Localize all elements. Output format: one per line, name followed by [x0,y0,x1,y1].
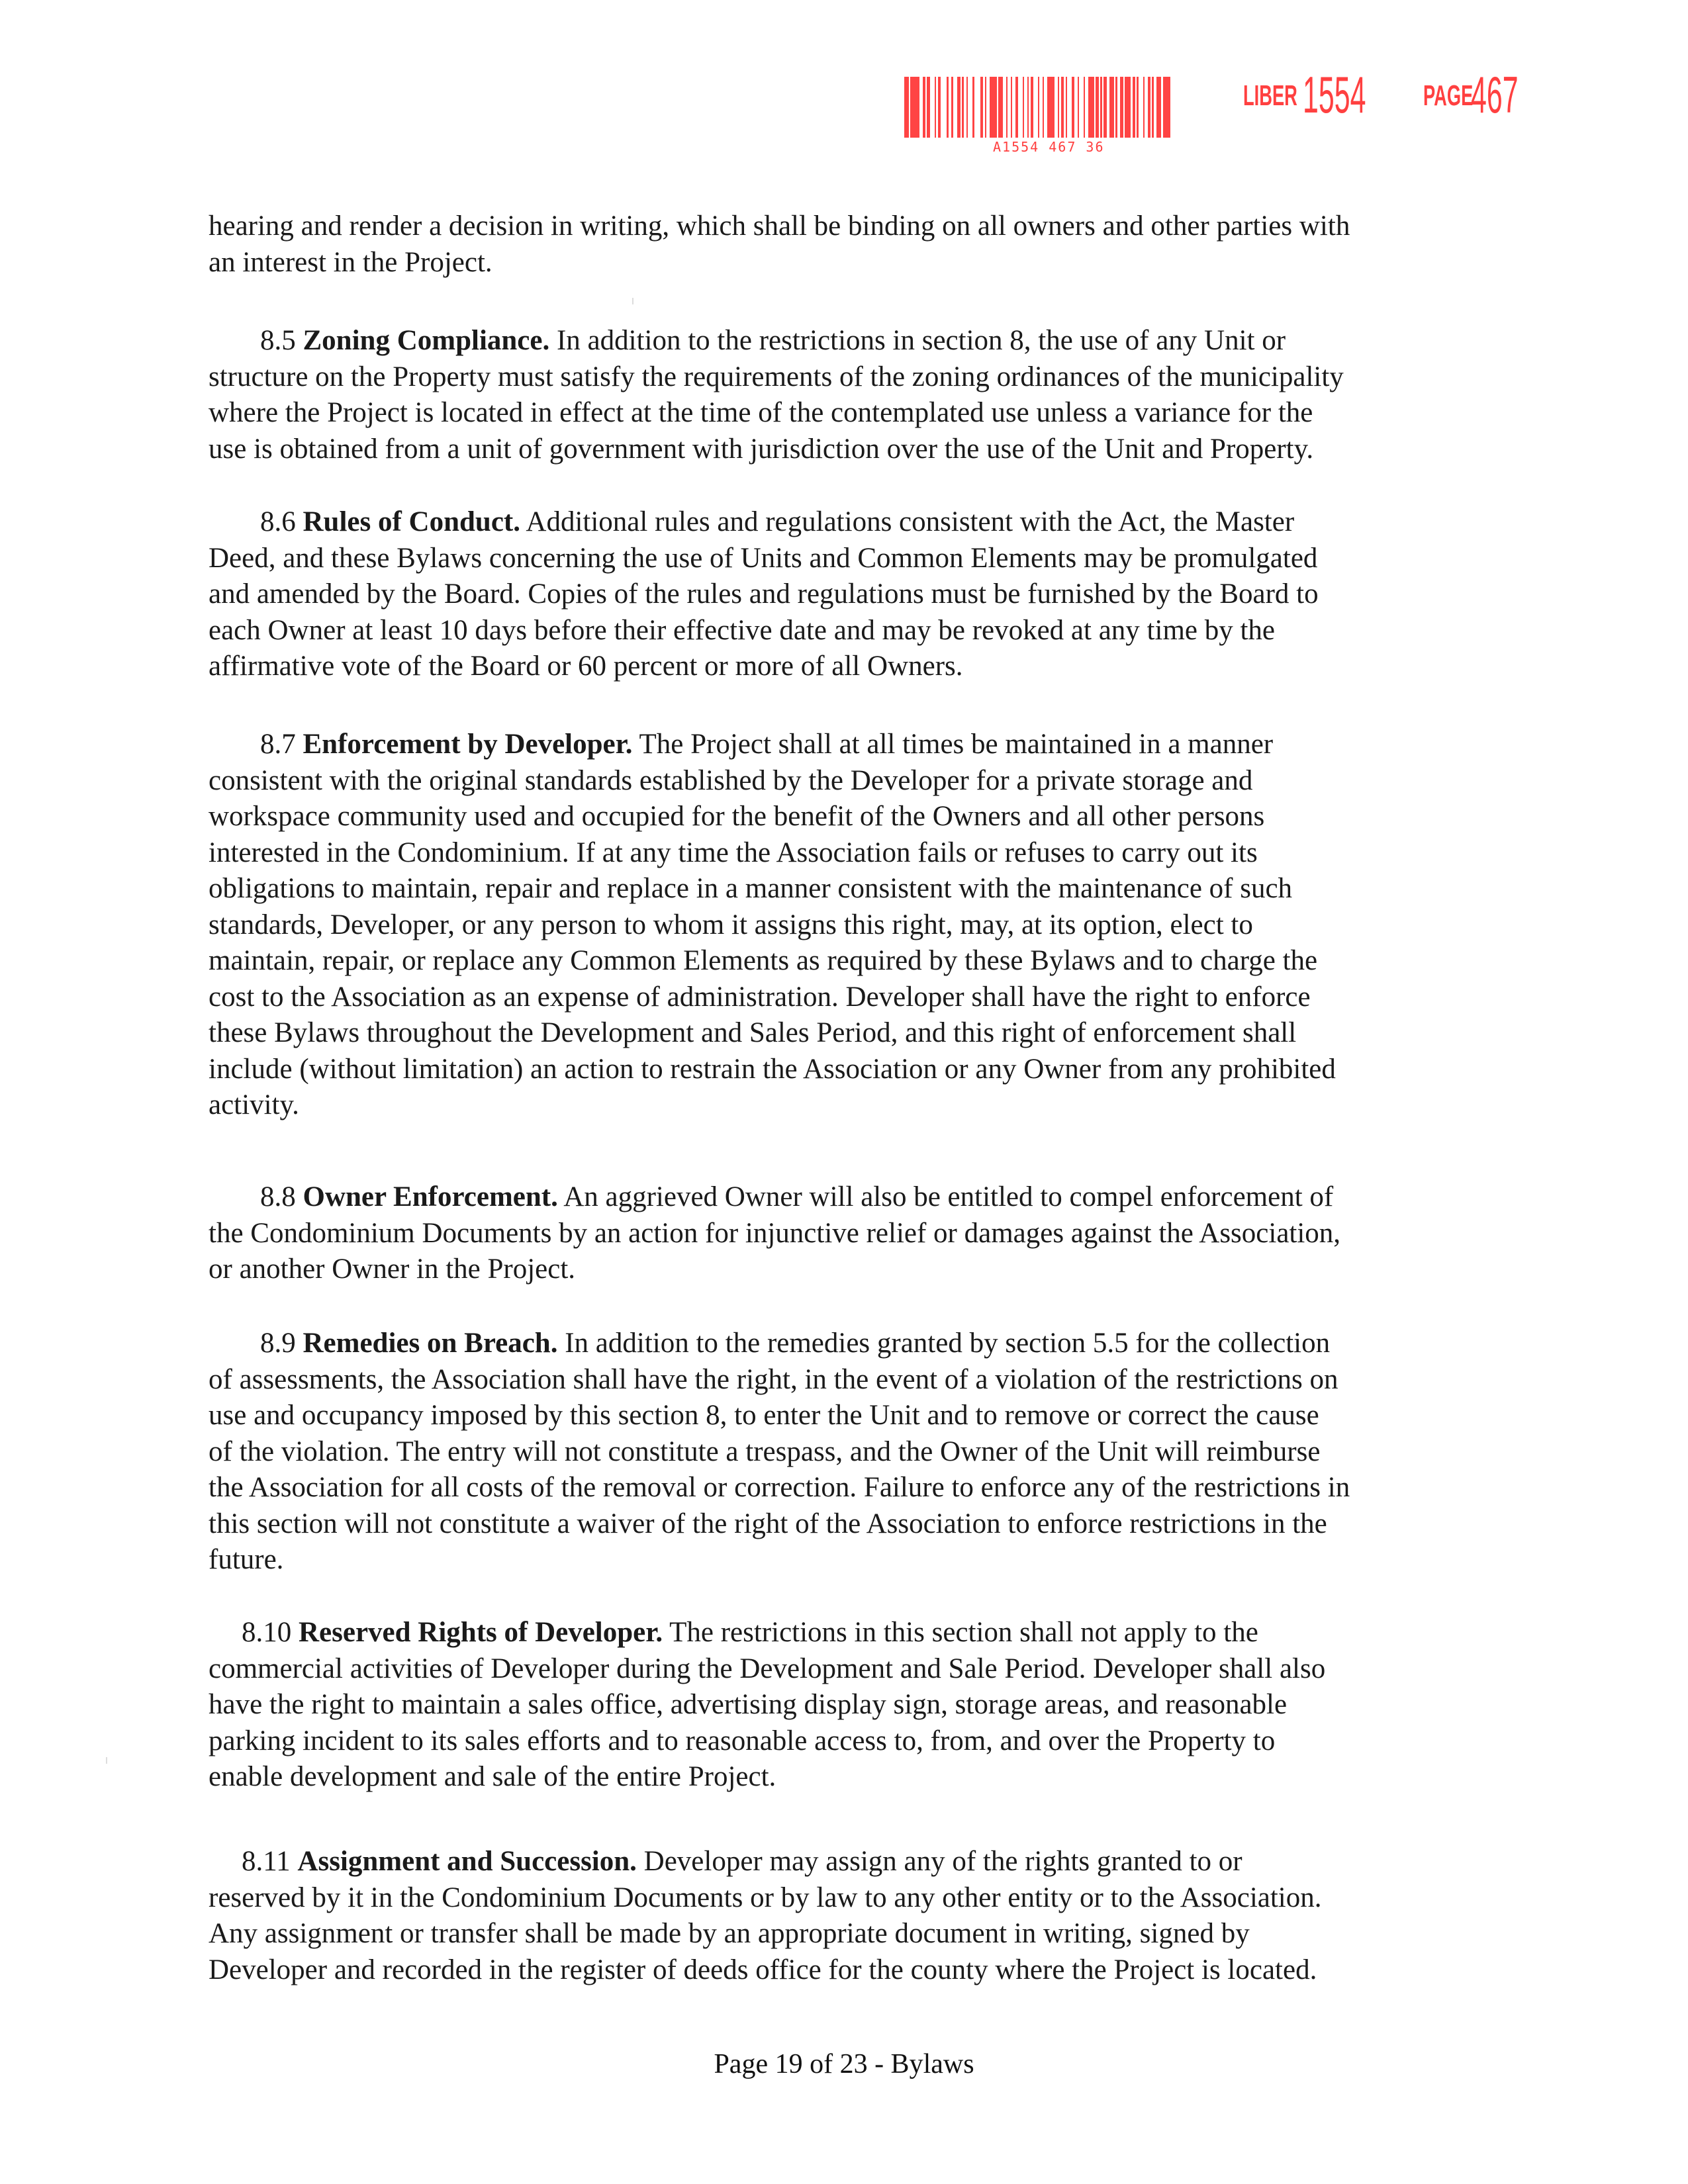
section-line: parking incident to its sales efforts and to reasonable access to, from, and over the Property to [209,1725,1276,1756]
section-line: future. [209,1544,284,1575]
section-heading-line [260,504,1294,540]
section-line: the Condominium Documents by an action for injunctive relief or damages against the Association, [209,1217,1341,1249]
section-line: the Association for all costs of the removal or correction. Failure to enforce any of the restrictions in [209,1472,1350,1503]
section-title: Rules of Conduct. [303,506,521,537]
section-number: 8.5 [260,325,303,356]
section-line: maintain, repair, or replace any Common Elements as required by these Bylaws and to charge the [209,945,1318,976]
continuation-line: an interest in the Project. [209,246,492,278]
scan-speck [632,298,633,304]
section-line: use and occupancy imposed by this section 8, to enter the Unit and to remove or correct the cause [209,1400,1319,1431]
section-line: Developer and recorded in the register of deeds office for the county where the Project is located. [209,1954,1317,1985]
scan-speck [106,1757,107,1764]
section-number: 8.6 [260,506,303,537]
section-heading-line [260,1326,1330,1361]
section-text: The restrictions in this section shall not apply to the [663,1617,1258,1648]
section-line: or another Owner in the Project. [209,1253,576,1285]
section-line: cost to the Association as an expense of administration. Developer shall have the right to enforce [209,981,1311,1013]
section-title: Remedies on Breach. [303,1328,558,1359]
section-title: Reserved Rights of Developer. [299,1617,663,1648]
section-line: structure on the Property must satisfy the requirements of the zoning ordinances of the municipality [209,361,1344,392]
section-line: of assessments, the Association shall have the right, in the event of a violation of the restrictions on [209,1363,1338,1395]
barcode-number: A1554 467 36 [993,139,1105,155]
section-text: An aggrieved Owner will also be entitled to compel enforcement of [557,1181,1334,1212]
section-line: enable development and sale of the entire Project. [209,1761,776,1792]
section-line: consistent with the original standards established by the Developer for a private storage and [209,764,1253,796]
section-line: and amended by the Board. Copies of the rules and regulations must be furnished by the Board to [209,578,1319,610]
section-title: Assignment and Succession. [297,1846,637,1877]
liber-label: LIBER [1243,79,1297,112]
section-number: 8.7 [260,729,303,760]
section-line: Any assignment or transfer shall be made by an appropriate document in writing, signed by [209,1918,1250,1949]
section-line: reserved by it in the Condominium Documents or by law to any other entity or to the Association. [209,1882,1322,1913]
section-text: Additional rules and regulations consistent with the Act, the Master [520,506,1295,537]
section-line: commercial activities of Developer during the Development and Sale Period. Developer shall also [209,1653,1326,1684]
section-title: Owner Enforcement. [303,1181,558,1212]
section-line: activity. [209,1089,299,1120]
section-title: Enforcement by Developer. [303,729,633,760]
section-number: 8.10 [242,1617,299,1648]
section-heading-line [260,323,1286,359]
section-text: In addition to the restrictions in section 8, the use of any Unit or [549,325,1286,356]
page-label: PAGE [1423,79,1474,112]
section-line: each Owner at least 10 days before their effective date and may be revoked at any time by the [209,614,1276,646]
page-number-stamp: 467 [1471,66,1519,124]
section-text: Developer may assign any of the rights granted to or [636,1846,1243,1877]
section-line: interested in the Condominium. If at any time the Association fails or refuses to carry out its [209,837,1258,868]
section-heading-line [242,1844,1243,1880]
section-line: Deed, and these Bylaws concerning the use of Units and Common Elements may be promulgated [209,542,1318,574]
page-footer: Page 19 of 23 - Bylaws [714,2049,974,2079]
section-line: standards, Developer, or any person to whom it assigns this right, may, at its option, elect to [209,909,1253,940]
section-number: 8.8 [260,1181,303,1212]
section-line: these Bylaws throughout the Development and Sales Period, and this right of enforcement shall [209,1017,1297,1048]
section-line: workspace community used and occupied for the benefit of the Owners and all other persons [209,801,1265,832]
section-line: of the violation. The entry will not constitute a trespass, and the Owner of the Unit will reimburse [209,1435,1321,1467]
section-heading-line [242,1615,1258,1651]
section-line: have the right to maintain a sales office, advertising display sign, storage areas, and reasonable [209,1689,1288,1720]
section-line: obligations to maintain, repair and replace in a manner consistent with the maintenance of such [209,873,1293,904]
section-line: use is obtained from a unit of government with jurisdiction over the use of the Unit and Property. [209,433,1314,465]
section-title: Zoning Compliance. [303,325,550,356]
section-heading-line [260,727,1273,762]
section-line: affirmative vote of the Board or 60 percent or more of all Owners. [209,651,963,682]
section-line: include (without limitation) an action to restrain the Association or any Owner from any prohibited [209,1053,1336,1085]
section-line: where the Project is located in effect at the time of the contemplated use unless a variance for the [209,397,1313,428]
section-number: 8.9 [260,1328,303,1359]
section-text: The Project shall at all times be maintained in a manner [632,729,1274,760]
section-line: this section will not constitute a waiver of the right of the Association to enforce restrictions in the [209,1508,1327,1539]
liber-number: 1554 [1303,66,1366,124]
section-text: In addition to the remedies granted by section 5.5 for the collection [557,1328,1331,1359]
continuation-line: hearing and render a decision in writing, which shall be binding on all owners and other parties with [209,210,1350,242]
section-heading-line [260,1179,1333,1215]
section-number: 8.11 [242,1846,298,1877]
